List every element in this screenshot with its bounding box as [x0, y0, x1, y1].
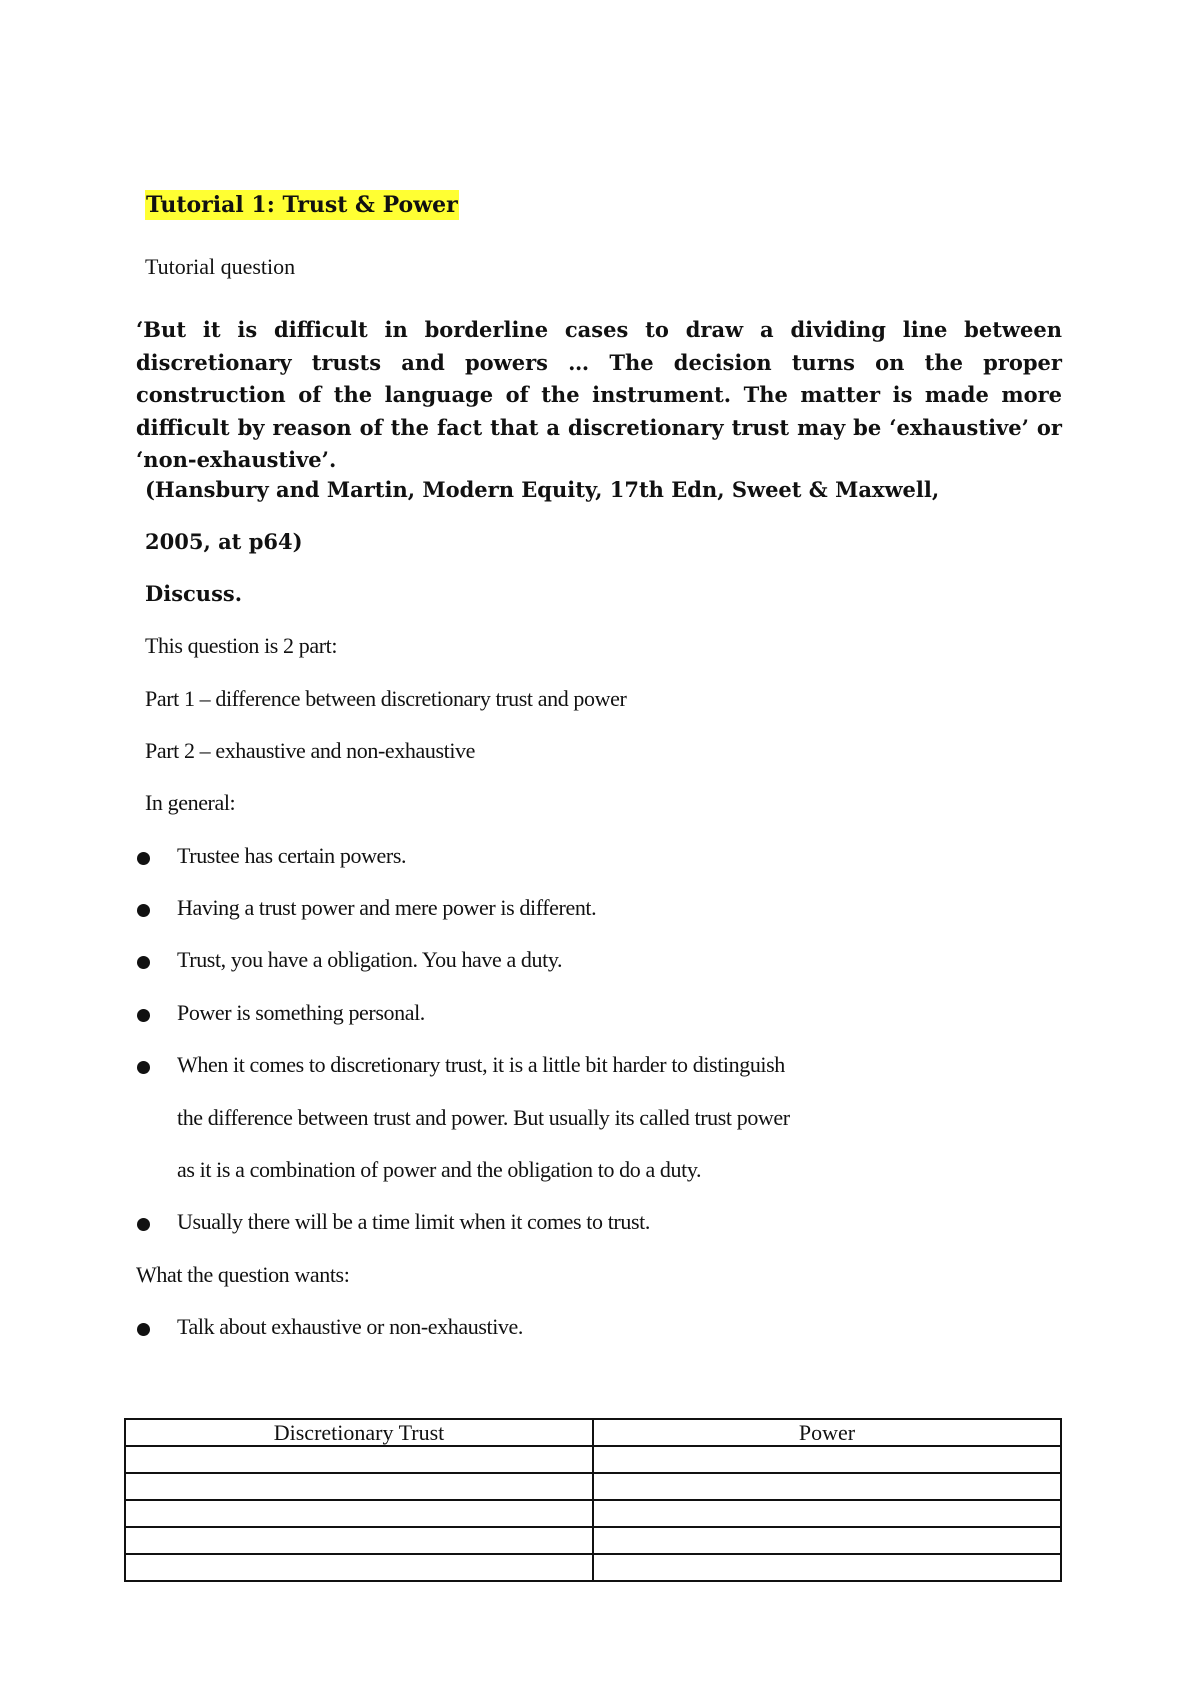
citation-line-1: (Hansbury and Martin, Modern Equity, 17th Edn, Sweet & Maxwell,: [145, 477, 940, 502]
table-cell: [593, 1446, 1061, 1473]
bullet-continuation: the difference between trust and power. But usually its called trust power: [177, 1105, 790, 1130]
subheading: Tutorial question: [145, 254, 296, 279]
bullet-icon: [137, 904, 150, 917]
bullet-icon: [137, 1009, 150, 1022]
table-row: [125, 1527, 1061, 1554]
bullet-item: Trustee has certain powers.: [177, 843, 407, 868]
bullet-icon: [137, 1323, 150, 1336]
table-row: [125, 1554, 1061, 1581]
bullet-icon: [137, 956, 150, 969]
table-cell: [593, 1527, 1061, 1554]
table-cell: [593, 1554, 1061, 1581]
table-cell: [125, 1473, 593, 1500]
bullet-item: Usually there will be a time limit when it comes to trust.: [177, 1209, 650, 1234]
bullet-item: Talk about exhaustive or non-exhaustive.: [177, 1314, 523, 1339]
bullet-icon: [137, 852, 150, 865]
instruction: Discuss.: [145, 581, 243, 606]
citation-line-2: 2005, at p64): [145, 529, 303, 554]
quote-paragraph: ‘But it is difficult in borderline cases to draw a dividing line between discretionary trusts and powers … The decision turns on the proper construction of the language of the instrument. The matter is made more difficult by reason of the fact that a discretionary trust may be ‘exhaustive’ or ‘non-exhaustive’.: [136, 317, 1062, 472]
table-cell: [593, 1500, 1061, 1527]
table-cell: [593, 1473, 1061, 1500]
bullet-item: Power is something personal.: [177, 1000, 425, 1025]
document-title: [145, 192, 459, 218]
bullet-item: When it comes to discretionary trust, it is a little bit harder to distinguish: [177, 1052, 785, 1077]
table-header-cell: Power: [593, 1419, 1061, 1446]
bullet-icon: [137, 1218, 150, 1231]
bullet-item: Having a trust power and mere power is different.: [177, 895, 597, 920]
table-cell: [125, 1446, 593, 1473]
title-highlight: Tutorial 1: Trust & Power: [146, 192, 458, 218]
paragraph: Part 2 – exhaustive and non-exhaustive: [145, 738, 475, 763]
table-row: [125, 1446, 1061, 1473]
bullet-icon: [137, 1061, 150, 1074]
comparison-table: [124, 1418, 1062, 1582]
paragraph: Part 1 – difference between discretionary trust and power: [145, 686, 627, 711]
paragraph: In general:: [145, 790, 236, 815]
table-cell: [125, 1527, 593, 1554]
bullet-item: Trust, you have a obligation. You have a duty.: [177, 947, 563, 972]
table-row: [125, 1500, 1061, 1527]
table-cell: [125, 1500, 593, 1527]
table-cell: [125, 1554, 593, 1581]
bullet-continuation: as it is a combination of power and the obligation to do a duty.: [177, 1157, 702, 1182]
table-row: [125, 1473, 1061, 1500]
table-header-cell: Discretionary Trust: [125, 1419, 593, 1446]
table-header-row: [125, 1419, 1061, 1446]
question-wants-label: What the question wants:: [136, 1262, 350, 1287]
paragraph: This question is 2 part:: [145, 633, 338, 658]
